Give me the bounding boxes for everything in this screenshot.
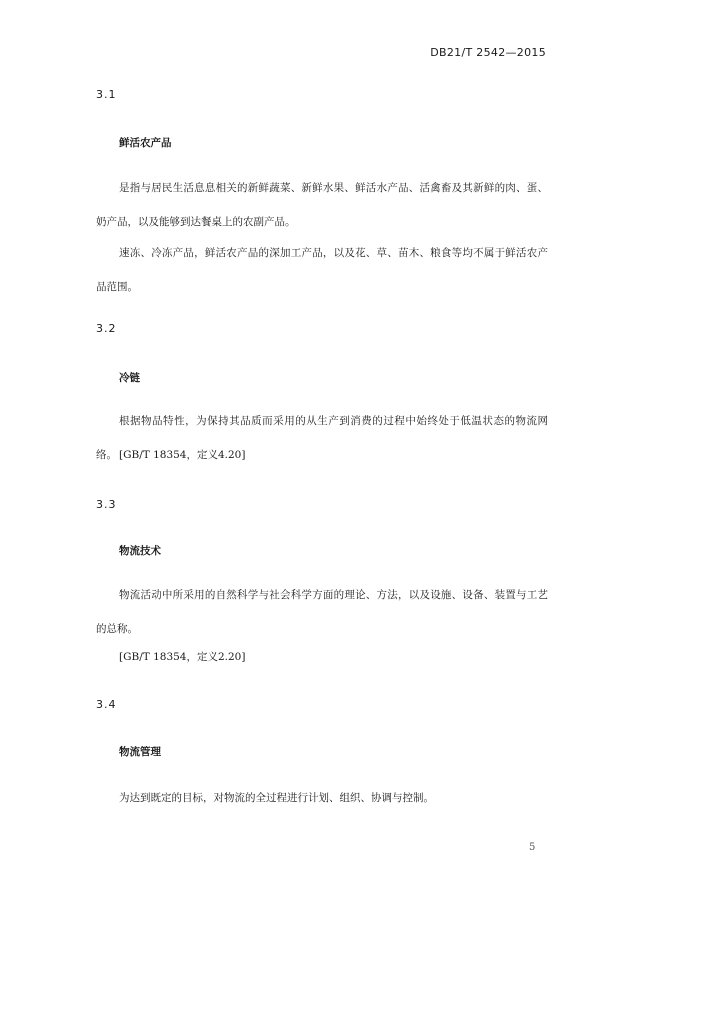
section-number: 3.3 [96, 498, 117, 511]
definition-paragraph: 根据物品特性，为保持其品质而采用的从生产到消费的过程中始终处于低温状态的物流网络。 [96, 415, 548, 461]
term-title: 物流技术 [119, 545, 161, 557]
document-code: DB21/T 2542—2015 [430, 46, 546, 59]
term-title: 鲜活农产品 [119, 137, 172, 149]
definition-paragraph: 是指与居民生活息息相关的新鲜蔬菜、新鲜水果、鲜活水产品、活禽畜及其新鲜的肉、蛋、奶产品，以及能够到达餐桌上的农副产品。 [96, 182, 548, 228]
note-paragraph: 速冻、冷冻产品，鲜活农产品的深加工产品，以及花、草、苗木、粮食等均不属于鲜活农产品范围。 [96, 247, 548, 293]
source-reference: [GB/T 18354，定义4.20] [119, 449, 246, 461]
section-number: 3.1 [96, 88, 117, 101]
definition-paragraph: 物流活动中所采用的自然科学与社会科学方面的理论、方法，以及设施、设备、装置与工艺的总称。 [96, 589, 548, 635]
page-number: 5 [529, 842, 536, 853]
section-number: 3.2 [96, 322, 117, 335]
definition-paragraph: 为达到既定的目标，对物流的全过程进行计划、组织、协调与控制。 [119, 792, 434, 804]
term-title: 物流管理 [119, 746, 161, 758]
term-title: 冷链 [119, 372, 140, 384]
section-number: 3.4 [96, 698, 117, 711]
source-reference: [GB/T 18354，定义2.20] [119, 651, 246, 663]
